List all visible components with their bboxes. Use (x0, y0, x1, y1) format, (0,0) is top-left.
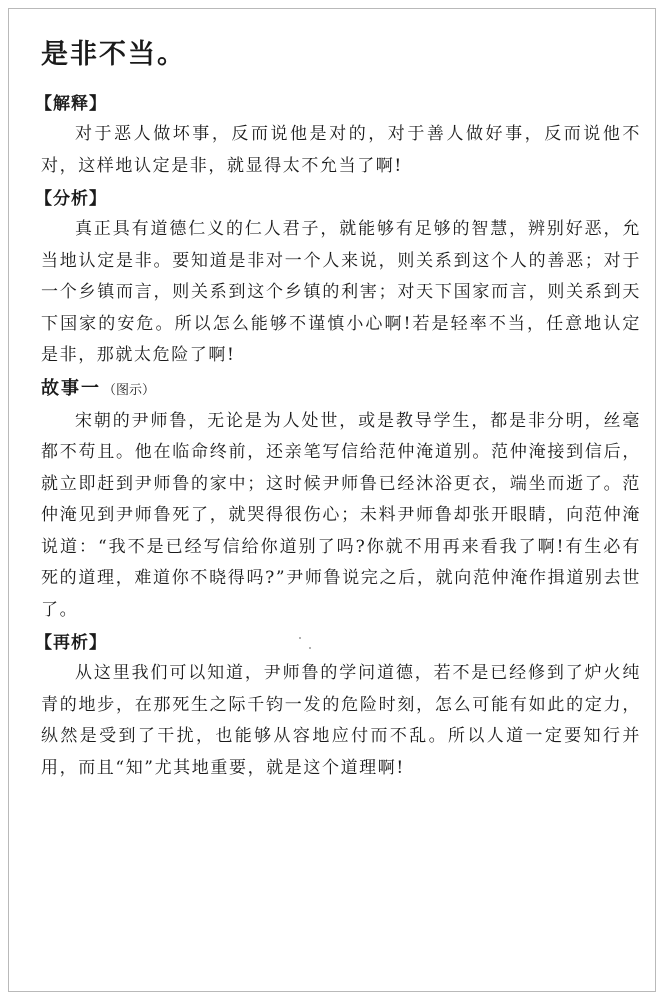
reanalysis-heading: 【再析】 (35, 633, 107, 653)
reanalysis-text: 从这里我们可以知道，尹师鲁的学问道德，若不是已经修到了炉火纯青的地步，在那死生之际千钧一发的危险时刻，怎么可能有如此的定力，纵然是受到了干扰，也能够从容地应付而不乱。所以人道一定要知行并用，而且“知”尤其地重要，就是这个道理啊! (41, 663, 641, 778)
page (8, 8, 656, 992)
story-heading-note: （图示） (103, 382, 156, 398)
story-heading (41, 374, 641, 406)
story-heading-label: 故事一 (41, 377, 101, 399)
explanation-text: 对于恶人做坏事，反而说他是对的，对于善人做好事，反而说他不对，这样地认定是非，就显得太不允当了啊! (41, 124, 641, 176)
print-speck (299, 637, 301, 639)
print-speck (309, 647, 311, 649)
analysis-heading: 【分析】 (35, 189, 107, 209)
analysis-text: 真正具有道德仁义的仁人君子，就能够有足够的智慧，辨别好恶，允当地认定是非。要知道是非对一个人来说，则关系到这个人的善恶；对于一个乡镇而言，则关系到这个乡镇的利害；对天下国家而言，则关系到天下国家的安危。所以怎么能够不谨慎小心啊!若是轻率不当，任意地认定是非，那就太危险了啊! (41, 219, 641, 365)
story-text: 宋朝的尹师鲁，无论是为人处世，或是教导学生，都是非分明，丝毫都不苟且。他在临命终前，还亲笔写信给范仲淹道别。范仲淹接到信后，就立即赶到尹师鲁的家中；这时候尹师鲁已经沐浴更衣，端坐而逝了。范仲淹见到尹师鲁死了，就哭得很伤心；未料尹师鲁却张开眼睛，向范仲淹说道：“我不是已经写信给你道别了吗?你就不用再来看我了啊!有生必有死的道理，难道你不晓得吗?”尹师鲁说完之后，就向范仲淹作揖道别去世了。 (41, 410, 641, 620)
page-content (35, 35, 641, 786)
explanation-heading: 【解释】 (35, 94, 107, 114)
page-title: 是非不当。 (41, 39, 186, 70)
